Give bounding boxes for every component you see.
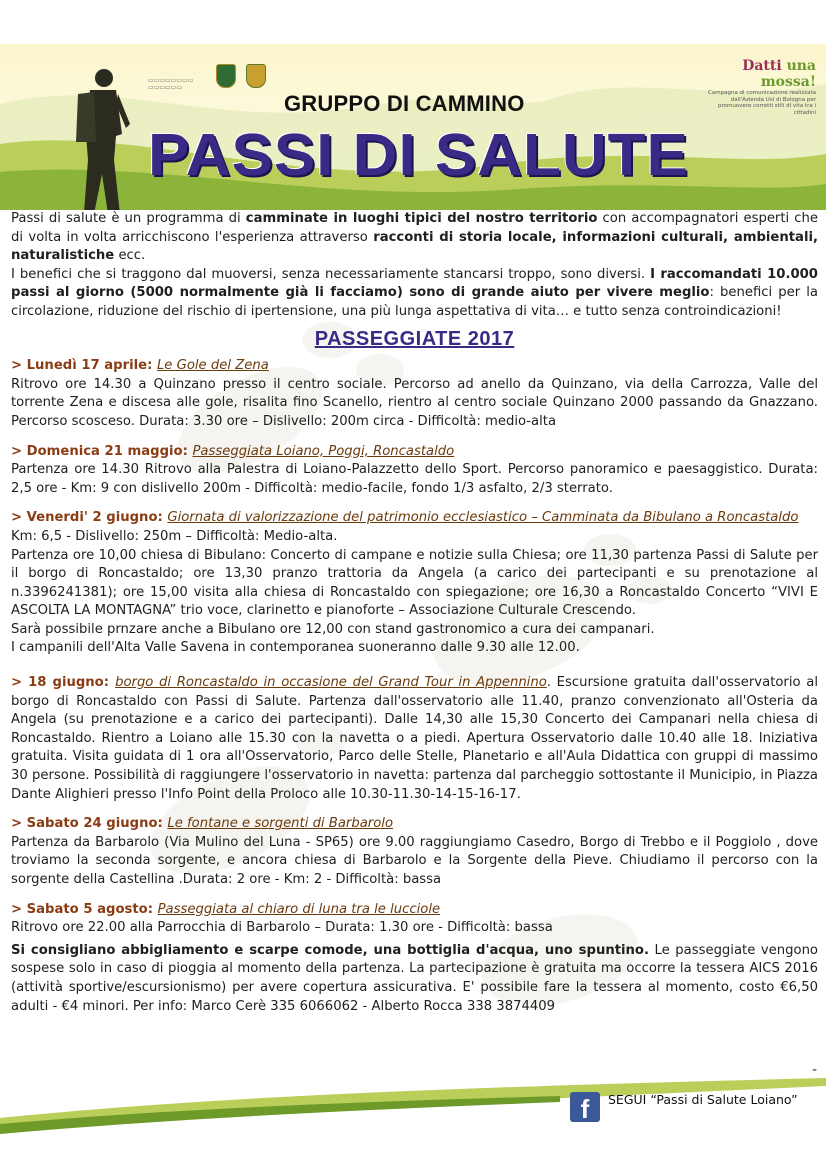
event-heading: > Sabato 5 agosto: Passeggiata al chiaro di luna tra le lucciole	[11, 901, 441, 917]
event-description-line: Km: 6,5 - Dislivello: 250m – Difficoltà: Medio-alta.	[11, 528, 338, 544]
event-title: Le fontane e sorgenti di Barbarolo	[167, 816, 394, 832]
event-description: Ritrovo ore 22.00 alla Parrocchia di Barbarolo – Durata: 1.30 ore - Difficoltà: bassa	[11, 920, 553, 936]
dash-mark: -	[812, 1062, 818, 1078]
main-content	[11, 210, 818, 1016]
crest-icon	[246, 64, 266, 88]
event-title: Giornata di valorizzazione del patrimonio ecclesiastico – Camminata da Bibulano a Roncastaldo	[167, 510, 799, 526]
event-description-line: Partenza ore 10,00 chiesa di Bibulano: Concerto di campane e notizie sulla Chiesa; ore 11,30 partenza Passi di Salute per il borgo di Roncastaldo; ore 13,30 pranzo trattoria da Angela (a carico dei partecipanti e su prenotazione al n.3396241381); ore 15,00 visita alla chiesa di Roncastaldo con spiegazione; ore 16,30 a Roncastaldo Concerto “VIVI E ASCOLTA LA MONTAGNA” trio voce, clarinetto e pianoforte – Associazione Culturale Crescendo.	[11, 547, 818, 619]
event-paragraph: > 18 giugno: borgo di Roncastaldo in occasione del Grand Tour in Appennino. Escursione gratuita dall'osservatorio al borgo di Roncastaldo con Passi di Salute. Partenza dall'osservatorio alle 11.40, pranzo convenzionato all'Osteria da Angela (su prenotazione e a carico dei partecipanti). Dalle 14,30 alle 15,30 Concerto dei Campanari nella chiesa di Roncastaldo. Rientro a Loiano alle 15.30 con la navetta o a piedi. Apertura Osservatorio dalle 10.40 alle 18. Iniziativa gratuita. Visita guidata di 1 ora all'Osservatorio, Parco delle Stelle, Planetario e all'Aula Didattica con gruppi di massimo 30 persone. Possibilità di raggiungere l'osservatorio in navetta: partenza dal parcheggio sottostante il Municipio, in Piazza Dante Alighieri presso l'Info Point della Proloco alle 10.30-11.30-14-15-16-17.	[11, 675, 818, 802]
event-description-line: I campanili dell'Alta Valle Savena in contemporanea suoneranno dalle 9.30 alle 12.00.	[11, 640, 580, 656]
event-title: Le Gole del Zena	[156, 358, 269, 374]
page-title: PASSI DI SALUTE	[148, 122, 689, 189]
closing-paragraph: Si consigliano abbigliamento e scarpe comode, una bottiglia d'acqua, uno spuntino. Le passeggiate vengono sospese solo in caso di pioggia al momento della partenza. La partecipazione è gratuita ma occorre la tessera AICS 2016 (attività sportive/escursionismo) per avere copertura assicurativa. E' possibile fare la tessera al momento, costo €6,50 adulti - €4 minori. Per info: Marco Cerè 335 6066062 - Alberto Rocca 338 3874409	[11, 942, 818, 1014]
event-heading: > Lunedì 17 aprile: Le Gole del Zena	[11, 358, 269, 374]
event-description: . Escursione gratuita dall'osservatorio al borgo di Roncastaldo con Passi di Salute. Partenza dall'osservatorio alle 11.40, pranzo convenzionato all'Osteria da Angela (su prenotazione e a carico dei partecipanti). Dalle 14,30 alle 15,30 Concerto dei Campanari nella chiesa di Roncastaldo. Rientro a Loiano alle 15.30 con la navetta o a piedi. Apertura Osservatorio dalle 10.40 alle 18. Iniziativa gratuita. Visita guidata di 1 ora all'Osservatorio, Parco delle Stelle, Planetario e all'Aula Didattica con gruppi di massimo 30 persone. Possibilità di raggiungere l'osservatorio in navetta: partenza dal parcheggio sottostante il Municipio, in Piazza Dante Alighieri presso l'Info Point della Proloco alle 10.30-11.30-14-15-16-17.	[11, 675, 818, 802]
brand-subtitle: Campagna di comunicazione realizzata dall'Azienda Usl di Bologna per promuovere corretti stili di vita tra i cittadini	[708, 90, 816, 116]
event-description: Partenza ore 14.30 Ritrovo alla Palestra di Loiano-Palazzetto dello Sport. Percorso panoramico e paesaggistico. Durata: 2,5 ore - Km: 9 con dislivello 200m - Difficoltà: medio-facile, fondo 1/3 asfalto, 2/3 sterrato.	[11, 462, 818, 496]
partner-logo-text: ▭▭▭▭▭▭▭▭ ▭▭▭▭▭▭	[148, 77, 194, 91]
event-title: Passeggiata al chiaro di luna tra le lucciole	[157, 901, 441, 917]
event-item	[11, 357, 818, 431]
event-heading: > Domenica 21 maggio: Passeggiata Loiano, Poggi, Roncastaldo	[11, 443, 455, 459]
crest-icon	[216, 64, 236, 88]
event-item	[11, 443, 818, 499]
event-description: Ritrovo ore 14.30 a Quinzano presso il centro sociale. Percorso ad anello da Quinzano, via della Carrozza, Valle del torrente Zena e discesa alle gole, risalita fino Scanello, rientro al centro sociale Quinzano 2000 passando da Gnazzano. Percorso scosceso. Durata: 3.30 ore – Dislivello: 200m circa - Difficoltà: medio-alta	[11, 376, 818, 429]
section-title: PASSEGGIATE 2017	[314, 327, 515, 350]
benefits-paragraph: I benefici che si traggono dal muoversi, senza necessariamente stancarsi troppo, sono diversi. I raccomandati 10.000 passi al giorno (5000 normalmente già li facciamo) sono di grande aiuto per vivere meglio: benefici per la circolazione, riduzione del rischio di ipertensione, una più lunga aspettativa di vita… e tutto senza controindicazioni!	[11, 266, 818, 319]
event-description: Partenza da Barbarolo (Via Mulino del Luna - SP65) ore 9.00 raggiungiamo Casedro, Borgo di Trebbo e il Poggiolo , dove troviamo la seconda sorgente, e ancora chiesa di Barbarolo e la Sorgente della Pieve. Chiudiamo il percorso con la sorgente della Castellina .Durata: 2 ore - Km: 2 - Difficoltà: bassa	[11, 834, 818, 887]
facebook-follow-link[interactable]: SEGUI “Passi di Salute Loiano”	[608, 1092, 798, 1107]
event-item	[11, 901, 818, 938]
brand-title: Datti una mossa!	[742, 58, 816, 90]
hiker-silhouette-icon	[60, 64, 140, 210]
intro-paragraph: Passi di salute è un programma di camminate in luoghi tipici del nostro territorio con accompagnatori esperti che di volta in volta arricchiscono l'esperienza attraverso racconti di storia locale, informazioni culturali, ambientali, naturalistiche ecc.	[11, 211, 818, 264]
facebook-icon[interactable]: f	[570, 1092, 600, 1122]
event-item	[11, 509, 818, 658]
header-banner	[0, 44, 826, 210]
event-title: Passeggiata Loiano, Poggi, Roncastaldo	[192, 443, 455, 459]
event-item	[11, 674, 818, 804]
event-heading: > Venerdi' 2 giugno: Giornata di valorizzazione del patrimonio ecclesiastico – Camminata da Bibulano a Roncastaldo	[11, 510, 799, 526]
event-heading: > Sabato 24 giugno: Le fontane e sorgenti di Barbarolo	[11, 816, 394, 832]
event-item	[11, 815, 818, 889]
brand-logo	[698, 58, 816, 116]
event-title: borgo di Roncastaldo in occasione del Grand Tour in Appennino	[115, 675, 547, 691]
event-description-line: Sarà possibile prnzare anche a Bibulano ore 12,00 con stand gastronomico a cura dei campanari.	[11, 621, 655, 637]
group-subtitle: GRUPPO DI CAMMINO	[284, 91, 525, 116]
